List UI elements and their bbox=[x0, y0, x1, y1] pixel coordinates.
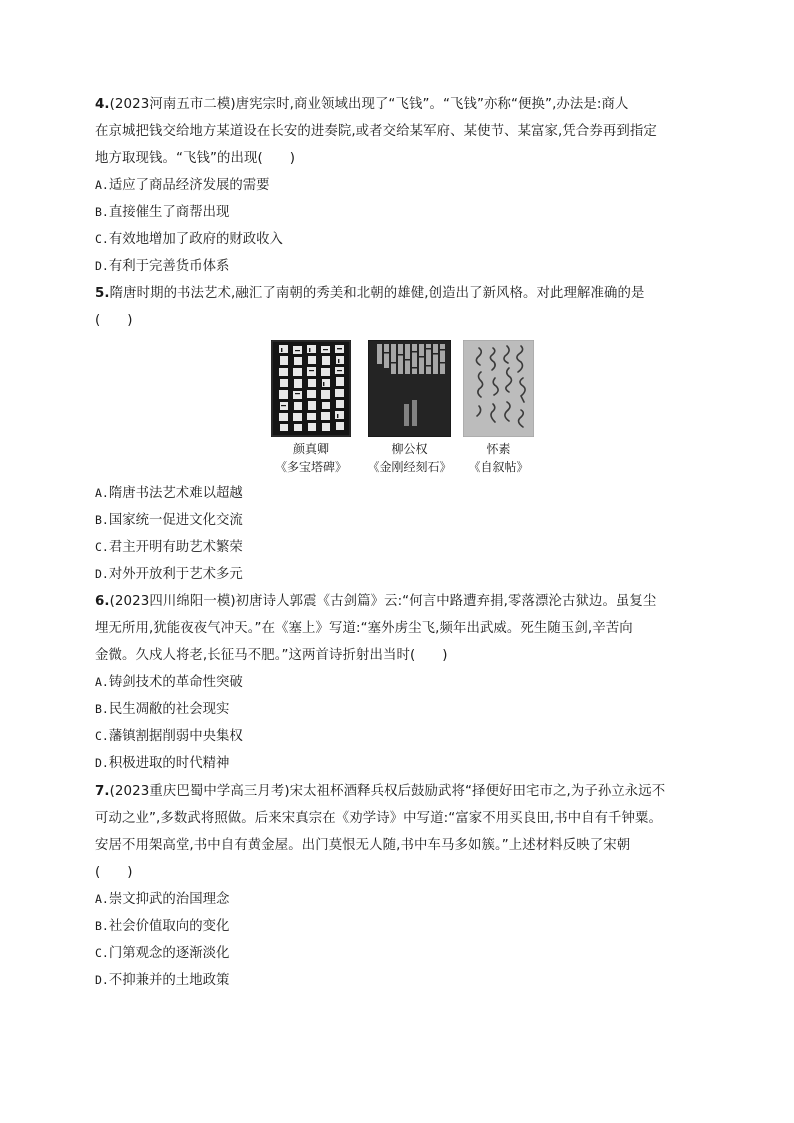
option-letter: D. bbox=[95, 756, 109, 770]
question-stem-line: 安居不用架高堂,书中自有黄金屋。出门莫恨无人随,书中车马多如簇。”上述材料反映了宋朝 bbox=[95, 838, 631, 853]
option-text: 隋唐书法艺术难以超越 bbox=[108, 486, 243, 501]
option-c[interactable] bbox=[95, 534, 705, 561]
caption-author-1: 颜真卿 bbox=[292, 442, 329, 456]
question-6 bbox=[95, 588, 705, 777]
option-d[interactable] bbox=[95, 750, 705, 777]
caption-work-1: 《多宝塔碑》 bbox=[274, 460, 347, 474]
option-text: 门第观念的逐渐淡化 bbox=[108, 946, 230, 961]
question-stem-line bbox=[95, 588, 705, 615]
question-stem-line: 在京城把钱交给地方某道设在长安的进奏院,或者交给某军府、某使节、某富家,凭合券再到指定 bbox=[95, 124, 657, 139]
option-text: 对外开放利于艺术多元 bbox=[108, 567, 243, 582]
option-letter: A. bbox=[95, 178, 109, 192]
question-text: 隋唐时期的书法艺术,融汇了南朝的秀美和北朝的雄健,创造出了新风格。对此理解准确的是 bbox=[109, 286, 645, 301]
option-text: 社会价值取向的变化 bbox=[108, 919, 230, 934]
option-text: 国家统一促进文化交流 bbox=[108, 513, 243, 528]
option-letter: A. bbox=[95, 486, 109, 500]
option-d[interactable] bbox=[95, 561, 705, 588]
option-text: 不抑兼并的土地政策 bbox=[108, 973, 230, 988]
option-letter: D. bbox=[95, 973, 109, 987]
question-7 bbox=[95, 778, 705, 994]
caption-author-3: 怀素 bbox=[486, 442, 511, 456]
zixu-tie-image bbox=[463, 340, 534, 437]
question-stem-line bbox=[95, 280, 705, 307]
caption-work-2: 《金刚经刻石》 bbox=[367, 460, 452, 474]
question-text: (2023重庆巴蜀中学高三月考)宋太祖杯酒释兵权后鼓励武将“择便好田宅市之,为子孙立永远不 bbox=[109, 784, 666, 799]
question-number: 7. bbox=[95, 784, 110, 799]
question-stem-line: 金微。久戍人将老,长征马不肥。”这两首诗折射出当时( ) bbox=[95, 648, 448, 663]
option-letter: D. bbox=[95, 567, 109, 581]
option-letter: C. bbox=[95, 232, 109, 246]
option-letter: A. bbox=[95, 892, 109, 906]
question-stem-line: 埋无所用,犹能夜夜气冲天。”在《塞上》写道:“塞外虏尘飞,频年出武威。死生随玉剑,辛苦向 bbox=[95, 621, 633, 636]
option-a[interactable] bbox=[95, 886, 705, 913]
question-stem-line: 可动之业”,多数武将照做。后来宋真宗在《劝学诗》中写道:“富家不用买良田,书中自有千钟粟。 bbox=[95, 811, 663, 826]
option-letter: D. bbox=[95, 259, 109, 273]
question-stem-line: ( ) bbox=[95, 865, 133, 880]
option-letter: B. bbox=[95, 205, 109, 219]
jingang-sutra-stone-image bbox=[368, 340, 451, 437]
option-text: 有利于完善货币体系 bbox=[108, 259, 230, 274]
question-stem-line bbox=[95, 778, 705, 805]
option-letter: B. bbox=[95, 513, 109, 527]
option-a[interactable] bbox=[95, 172, 705, 199]
question-number: 6. bbox=[95, 594, 110, 609]
option-c[interactable] bbox=[95, 940, 705, 967]
option-d[interactable] bbox=[95, 967, 705, 994]
option-b[interactable] bbox=[95, 507, 705, 534]
calligraphy-figure bbox=[0, 340, 794, 476]
question-number: 5. bbox=[95, 286, 110, 301]
option-a[interactable] bbox=[95, 669, 705, 696]
option-d[interactable] bbox=[95, 253, 705, 280]
option-a[interactable] bbox=[95, 480, 705, 507]
option-text: 直接催生了商帮出现 bbox=[108, 205, 230, 220]
question-text: (2023四川绵阳一模)初唐诗人郭震《古剑篇》云:“何言中路遭弃捐,零落漂沦古狱边。虽复尘 bbox=[109, 594, 657, 609]
option-c[interactable] bbox=[95, 226, 705, 253]
option-text: 藩镇割据削弱中央集权 bbox=[108, 729, 243, 744]
question-text: (2023河南五市二模)唐宪宗时,商业领域出现了“飞钱”。“飞钱”亦称“便换”,办法是:商人 bbox=[109, 97, 629, 112]
question-stem-line: 地方取现钱。“飞钱”的出现( ) bbox=[95, 151, 296, 166]
option-text: 铸剑技术的革命性突破 bbox=[108, 675, 243, 690]
option-c[interactable] bbox=[95, 723, 705, 750]
option-letter: C. bbox=[95, 946, 109, 960]
option-b[interactable] bbox=[95, 696, 705, 723]
question-number: 4. bbox=[95, 97, 110, 112]
caption-author-2: 柳公权 bbox=[391, 442, 428, 456]
question-4 bbox=[95, 91, 705, 280]
option-text: 有效地增加了政府的财政收入 bbox=[108, 232, 283, 247]
question-5-options bbox=[95, 480, 705, 588]
option-b[interactable] bbox=[95, 199, 705, 226]
option-text: 民生凋敝的社会现实 bbox=[108, 702, 230, 717]
option-text: 积极进取的时代精神 bbox=[108, 756, 230, 771]
duobaota-stele-image bbox=[271, 340, 351, 437]
option-text: 崇文抑武的治国理念 bbox=[108, 892, 230, 907]
caption-work-3: 《自叙帖》 bbox=[468, 460, 529, 474]
option-letter: B. bbox=[95, 702, 109, 716]
option-letter: B. bbox=[95, 919, 109, 933]
option-letter: C. bbox=[95, 729, 109, 743]
option-text: 适应了商品经济发展的需要 bbox=[108, 178, 270, 193]
question-stem-line bbox=[95, 91, 705, 118]
option-letter: C. bbox=[95, 540, 109, 554]
question-stem-line: ( ) bbox=[95, 313, 133, 328]
option-text: 君主开明有助艺术繁荣 bbox=[108, 540, 243, 555]
option-b[interactable] bbox=[95, 913, 705, 940]
option-letter: A. bbox=[95, 675, 109, 689]
question-5 bbox=[95, 280, 705, 334]
